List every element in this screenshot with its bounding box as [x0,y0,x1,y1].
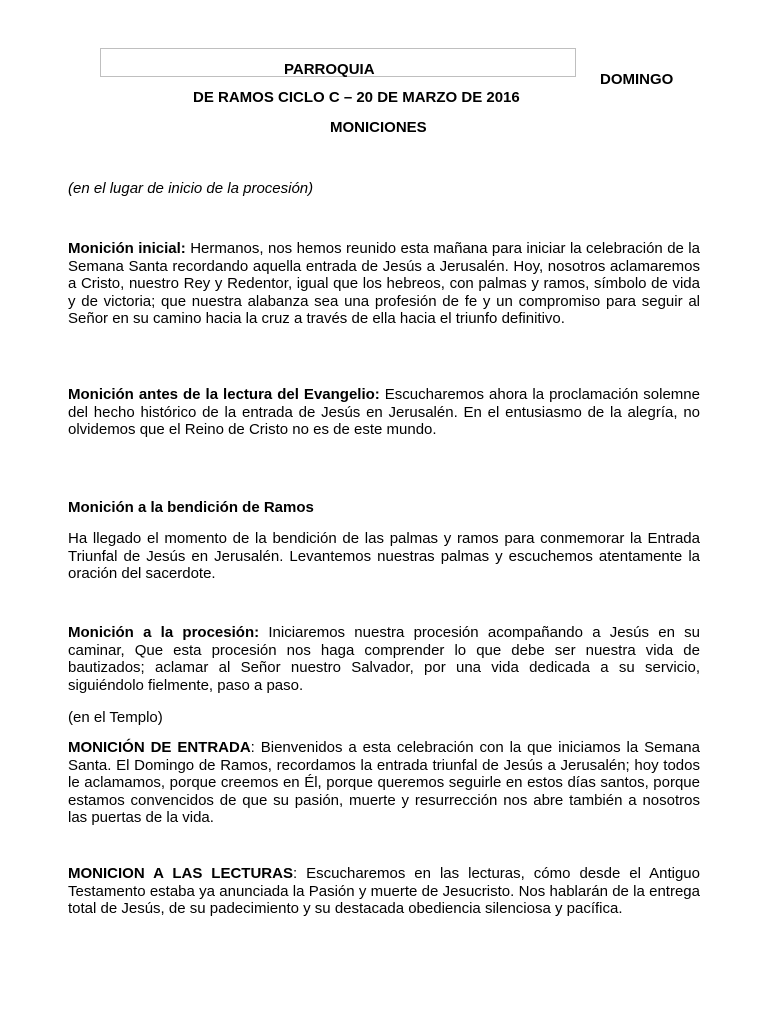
document-subtitle: DE RAMOS CICLO C – 20 DE MARZO DE 2016 [193,89,520,106]
gospel-monition [68,386,700,439]
entrance-monition-label: MONICIÓN DE ENTRADA [68,739,251,756]
sunday-heading: DOMINGO [600,71,674,88]
procession-monition-label: Monición a la procesión: [68,624,260,641]
initial-monition-text: Hermanos, nos hemos reunido esta mañana para iniciar la celebración de la Semana Santa recordando aquella entrada de Jesús a Jerusalén. Hoy, nosotros aclamaremos a Cristo, nuestro Rey y Redentor, igual que los hebreos, con palmas y ramos, símbolo de vida y de victoria; que nuestra alabanza sea una profesión de fe y un compromiso para seguir al Señor en su camino hacia la cruz a través de ella hacia el triunfo definitivo. [68,240,700,328]
readings-monition [68,865,700,918]
readings-monition-text: : Escucharemos en las lecturas, cómo desde el Antiguo Testamento estaba ya anunciada la Pasión y muerte de Jesucristo. Nos hablarán de la entrega total de Jesús, de su padecimiento y su destacada obediencia silenciosa y pacífica. [68,865,700,918]
readings-monition-label: MONICION A LAS LECTURAS [68,865,293,882]
gospel-monition-text: Escucharemos ahora la proclamación solemne del hecho histórico de la entrada de Jesús en Jerusalén. En el entusiasmo de la alegría, no olvidemos que el Reino de Cristo no es de este mundo. [68,386,700,439]
entrance-monition [68,739,700,827]
initial-monition-label: Monición inicial: [68,240,186,257]
temple-note: (en el Templo) [68,709,163,726]
document-title: MONICIONES [330,119,427,136]
procession-monition-text: Iniciaremos nuestra procesión acompañando a Jesús en su caminar, Que esta procesión nos haga comprender lo que debe ser nuestra vida de bautizados; aclamar al Señor nuestro Salvador, por una vida dedicada a su servicio, siguiéndolo fielmente, paso a paso. [68,624,701,694]
entrance-monition-text: : Bienvenidos a esta celebración con la que iniciamos la Semana Santa. El Domingo de Ramos, recordamos la entrada triunfal de Jesús a Jerusalén; hoy todos le aclamamos, porque creemos en Él, porque queremos seguirle en estos días santos, porque estamos convencidos de que su pasión, muerte y resurrección nos abre también a nosotros las puertas de la vida. [68,739,700,827]
gospel-monition-label: Monición antes de la lectura del Evangelio: [68,386,380,403]
procession-start-note: (en el lugar de inicio de la procesión) [68,180,314,197]
blessing-monition-heading: Monición a la bendición de Ramos [68,499,314,516]
blessing-monition-text: Ha llegado el momento de la bendición de las palmas y ramos para conmemorar la Entrada Triunfal de Jesús en Jerusalén. Levantemos nuestras palmas y escuchemos atentamente la oración del sacerdote. [68,530,700,583]
parish-heading: PARROQUIA [284,61,375,78]
procession-monition [68,624,700,694]
initial-monition [68,240,700,328]
